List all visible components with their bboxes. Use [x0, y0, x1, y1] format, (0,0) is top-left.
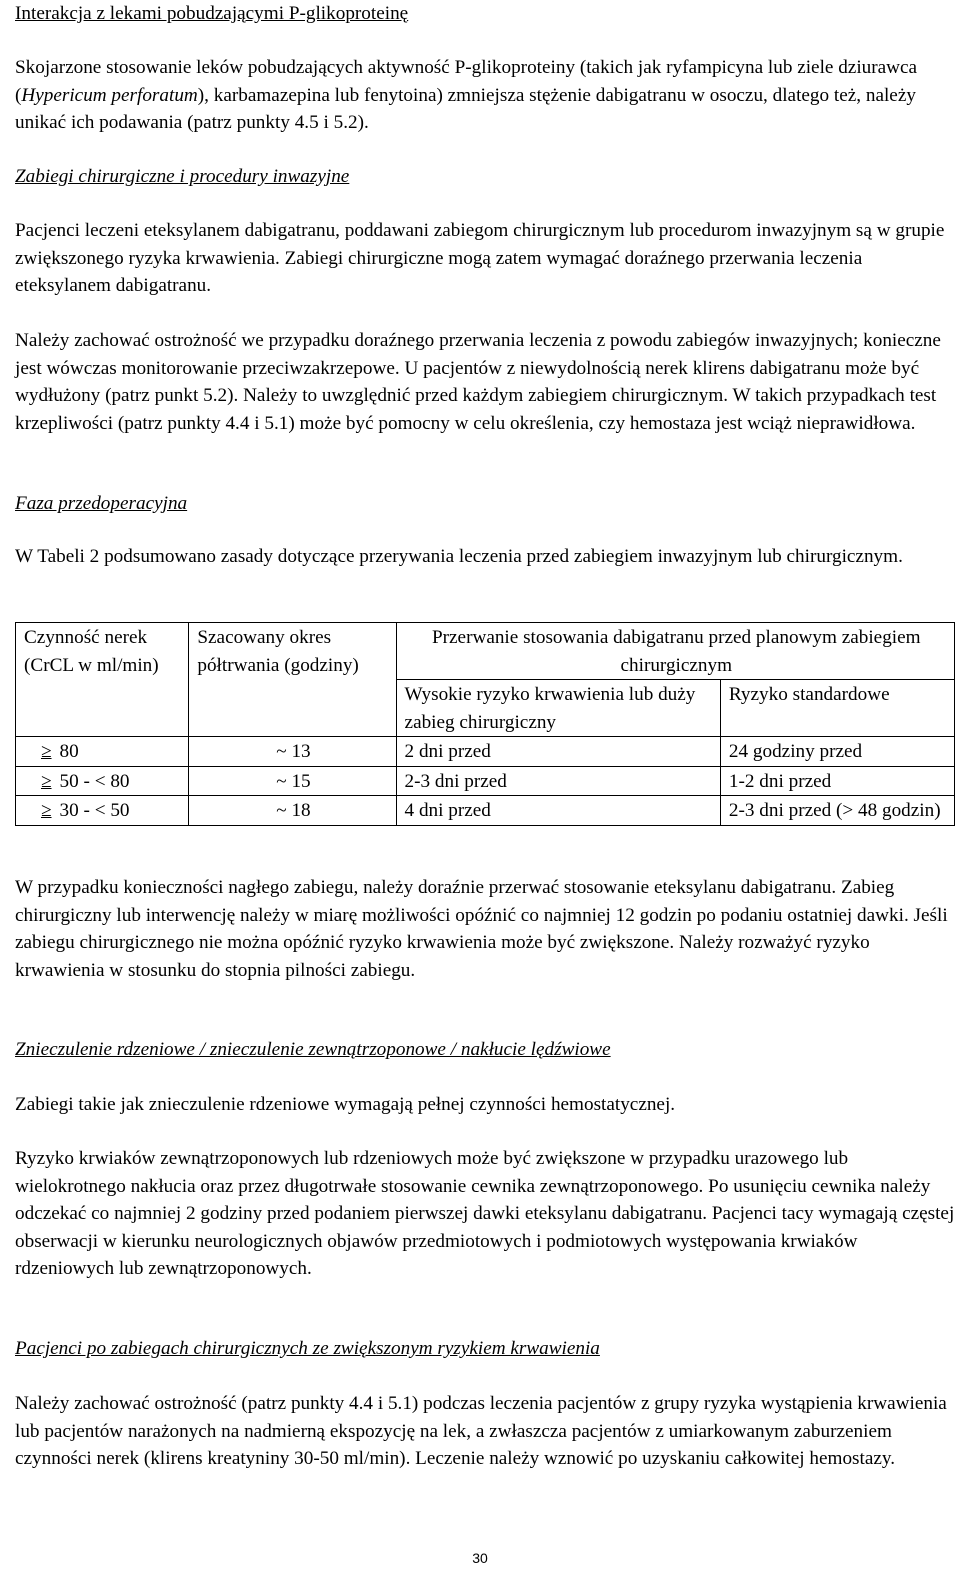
section-heading-anesthesia: Znieczulenie rdzeniowe / znieczulenie zewnątrzoponowe / nakłucie lędźwiowe: [15, 1039, 611, 1060]
geq-symbol: ≥: [41, 800, 52, 821]
section-heading-postoperative: Pacjenci po zabiegach chirurgicznych ze zwiększonym ryzykiem krwawienia: [15, 1338, 600, 1359]
cell-high-risk: 2 dni przed: [396, 737, 720, 767]
latin-name: Hypericum perforatum: [21, 84, 198, 106]
paragraph-text: ), karbamazepina lub fenytoina) zmniejsza stężenie dabigatranu w osoczu, dlatego też, należy unikać ich podawania (patrz punkty 4.5 i 5.2).: [15, 84, 916, 133]
header-high-risk: Wysokie ryzyko krwawienia lub duży zabieg chirurgiczny: [396, 680, 720, 737]
section-heading-pgp-inducers: Interakcja z lekami pobudzającymi P-glikoproteinę: [15, 3, 409, 24]
paragraph-hematoma-risk: Ryzyko krwiaków zewnątrzoponowych lub rdzeniowych może być zwiększone w przypadku urazowego lub wielokrotnego nakłucia oraz przez długotrwałe stosowanie cewnika zewnątrzoponowego. Po usunięciu cewnika należy odczekać co najmniej 2 godziny przed podaniem pierwszej dawki eteksylanu dabigatranu. Pacjenci tacy wymagają częstej obserwacji w kierunku neurologicznych objawów przedmiotowych i podmiotowych występowania krwiaków rdzeniowych lub zewnątrzoponowych.: [15, 1148, 955, 1279]
cell-standard-risk: 1-2 dni przed: [720, 766, 954, 796]
cell-high-risk: 4 dni przed: [396, 796, 720, 826]
paragraph-pgp-inducers: [15, 54, 955, 137]
paragraph-hemostasis: Zabiegi takie jak znieczulenie rdzeniowe wymagają pełnej czynności hemostatycznej.: [15, 1094, 676, 1115]
paragraph-text: Skojarzone stosowanie leków pobudzających aktywność P-glikoproteiny (takich jak ryfampicyna lub ziele dziurawca (: [15, 57, 918, 106]
header-renal-function: Czynność nerek (CrCL w ml/min): [16, 623, 189, 737]
table-row: [16, 737, 955, 767]
discontinuation-table: [15, 622, 955, 826]
paragraph-table-intro: W Tabeli 2 podsumowano zasady dotyczące przerywania leczenia przed zabiegiem inwazyjnym lub chirurgicznym.: [15, 546, 903, 567]
table-row: [16, 796, 955, 826]
crcl-value: 80: [59, 741, 79, 762]
crcl-value: 30 - < 50: [59, 800, 130, 821]
cell-crcl: [16, 737, 189, 767]
cell-high-risk: 2-3 dni przed: [396, 766, 720, 796]
paragraph-surgery-risk: Pacjenci leczeni eteksylanem dabigatranu, poddawani zabiegom chirurgicznym lub procedurom inwazyjnym są w grupie zwiększonego ryzyka krwawienia. Zabiegi chirurgiczne mogą zatem wymagać doraźnego przerwania leczenia eteksylanem dabigatranu.: [15, 220, 945, 296]
table-row: [16, 766, 955, 796]
cell-half-life: ~ 18: [189, 796, 396, 826]
cell-standard-risk: 24 godziny przed: [720, 737, 954, 767]
cell-crcl: [16, 766, 189, 796]
section-heading-preoperative: Faza przedoperacyjna: [15, 493, 188, 514]
cell-half-life: ~ 15: [189, 766, 396, 796]
cell-crcl: [16, 796, 189, 826]
paragraph-emergency-surgery: W przypadku konieczności nagłego zabiegu, należy doraźnie przerwać stosowanie eteksylanu dabigatranu. Zabieg chirurgiczny lub interwencję należy w miarę możliwości opóźnić co najmniej 12 godzin po podaniu ostatniej dawki. Jeśli zabiegu chirurgicznego nie można opóźnić ryzyko krwawienia może być zwiększone. Należy rozważyć ryzyko krwawienia w stosunku do stopnia pilności zabiegu.: [15, 877, 948, 981]
crcl-value: 50 - < 80: [59, 770, 130, 792]
paragraph-caution: Należy zachować ostrożność we przypadku doraźnego przerwania leczenia z powodu zabiegów inwazyjnych; konieczne jest wówczas monitorowanie przeciwzakrzepowe. U pacjentów z niewydolnością nerek klirens dabigatranu może być wydłużony (patrz punkt 5.2). Należy to uwzględnić przed każdym zabiegiem chirurgicznym. W takich przypadkach test krzepliwości (patrz punkty 4.4 i 5.1) może być pomocny w celu określenia, czy hemostaza jest wciąż nieprawidłowa.: [15, 330, 941, 434]
section-heading-surgery: Zabiegi chirurgiczne i procedury inwazyjne: [15, 166, 350, 187]
header-standard-risk: Ryzyko standardowe: [720, 680, 954, 737]
cell-standard-risk: 2-3 dni przed (> 48 godzin): [720, 796, 954, 826]
header-discontinuation: Przerwanie stosowania dabigatranu przed planowym zabiegiem chirurgicznym: [396, 623, 954, 680]
geq-symbol: ≥: [41, 741, 52, 762]
cell-half-life: ~ 13: [189, 737, 396, 767]
page-number: 30: [472, 1550, 488, 1566]
header-half-life: Szacowany okres półtrwania (godziny): [189, 623, 396, 737]
paragraph-postoperative: Należy zachować ostrożność (patrz punkty 4.4 i 5.1) podczas leczenia pacjentów z grupy ryzyka wystąpienia krwawienia lub pacjentów narażonych na nadmierną ekspozycję na lek, a zwłaszcza pacjentów z umiarkowanym zaburzeniem czynności nerek (klirens kreatyniny 30-50 ml/min). Leczenie należy wznowić po uzyskaniu całkowitej hemostazy.: [15, 1393, 947, 1469]
geq-symbol: ≥: [41, 770, 52, 792]
